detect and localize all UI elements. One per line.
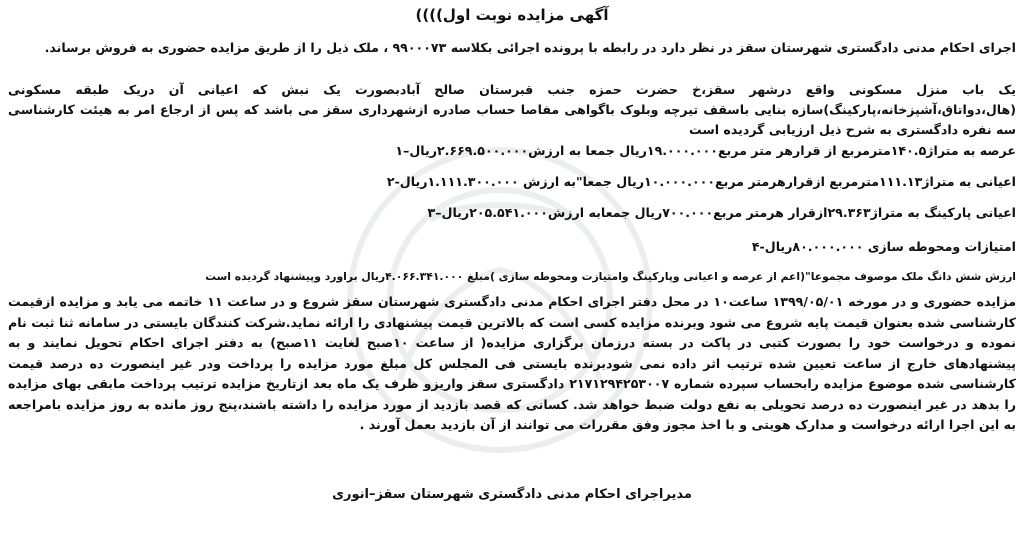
- signature-line: مدیراجرای احکام مدنی دادگستری شهرستان سقز–انوری: [332, 487, 692, 502]
- valuation-item-building: اعیانی به متراژ۱۱۱.۱۳مترمربع ازقرارهرمتر مربع۱۰.۰۰۰.۰۰۰ریال جمعا"به ارزش ۱.۱۱۱.۳۰۰.۰۰۰ریال-۲: [386, 174, 1016, 189]
- valuation-item-land: عرصه به متراژ۱۴۰.۵مترمربع از قرارهر متر مربع۱۹.۰۰۰.۰۰۰ریال جمعا به ارزش۲.۶۶۹.۵۰۰.۰۰۰ریال–۱: [395, 143, 1016, 158]
- notice-title: آگهی مزایده نوبت اول)))): [415, 6, 609, 24]
- valuation-total: ارزش شش دانگ ملک موصوف مجموعا"(اعم از عرصه و اعیانی وپارکینگ وامتیازت ومحوطه سازی )مبلغ ۴.۰۶۶.۳۴۱.۰۰۰ریال براورد وپیشنهاد گردیده است: [205, 270, 1016, 283]
- valuation-item-parking: اعیانی پارکینگ به متراژ۲۹.۳۶۳ازقرار هرمتر مربع۷۰۰.۰۰۰ریال جمعابه ارزش۲۰۵.۵۴۱.۰۰۰ریال–۳: [427, 205, 1016, 220]
- auction-terms-paragraph: مزایده حضوری و در مورخه ۱۳۹۹/۰۵/۰۱ ساعت۱۰ در محل دفتر اجرای احکام مدنی دادگستری شهرستان سقز شروع و در ساعت ۱۱ خاتمه می یابد و مزایده ازقیمت کارشناسی شده بعنوان قیمت پایه شروع می شود وبرنده مزایده کسی است که بالاترین قیمت پیشنهادی را ارائه نماید.شرکت کنندگان بایستی در سامانه ثنا ثبت نام نموده و درخواست خود را بصورت کتبی در پاکت در بسته درزمان برگزاری مزایده( از ساعت ۱۰صبح لغایت ۱۱صبح) به دفتر اجرای احکام تحویل نمایند و به پیشنهادهای خارج از ساعت تعیین شده ترتیب اثر داده نمی شودبرنده بایستی فی المجلس کل مبلغ مورد مزایده را پرداخت ودر غیر اینصورت ده درصد قیمت کارشناسی شده موضوع مزایده رابحساب سپرده شماره ۲۱۷۱۲۹۴۲۵۳۰۰۷ دادگستری سقز واریزو ظرف یک ماه بعد ازتاریخ مزایده ترتیب پرداخت مابقی بهای مزایده را بدهد در غیر اینصورت ده درصد تحویلی به نفع دولت ضبط خواهد شد. کسانی که قصد بازدید از مورد مزایده را داشته باشند،پنج روز مانده به روز مزایده بامراجعه به این اجرا ارائه درخواست و مدارک هویتی و با اخذ مجوز وفق مقررات می توانند از آن بازدید بعمل آورند .: [8, 294, 1016, 432]
- intro-paragraph: اجرای احکام مدنی دادگستری شهرستان سقز در نظر دارد در رابطه با پرونده اجرائی بکلاسه ۹۹۰۰۰۷۳ ، ملک ذیل را از طریق مزایده حضوری به فروش برساند.: [44, 40, 1016, 55]
- valuation-item-utilities: امتیازات ومحوطه سازی ۸۰.۰۰۰.۰۰۰ریال-۴: [751, 239, 1016, 254]
- property-description: یک باب منزل مسکونی واقع درشهر سقز،خ حضرت حمزه جنب قبرستان صالح آبادبصورت یک نبش که اعیانی آن دریک طبقه مسکونی (هال،دواتاق،آشپزخانه،پارکینگ)سازه بنایی باسقف تیرچه وبلوک باگواهی مفاصا حساب صادره ازشهرداری سقز می باشد که پس از ارجاع امر به هیئت کارشناسی سه نفره دادگستری به شرح ذیل ارزیابی گردیده است: [8, 82, 1016, 137]
